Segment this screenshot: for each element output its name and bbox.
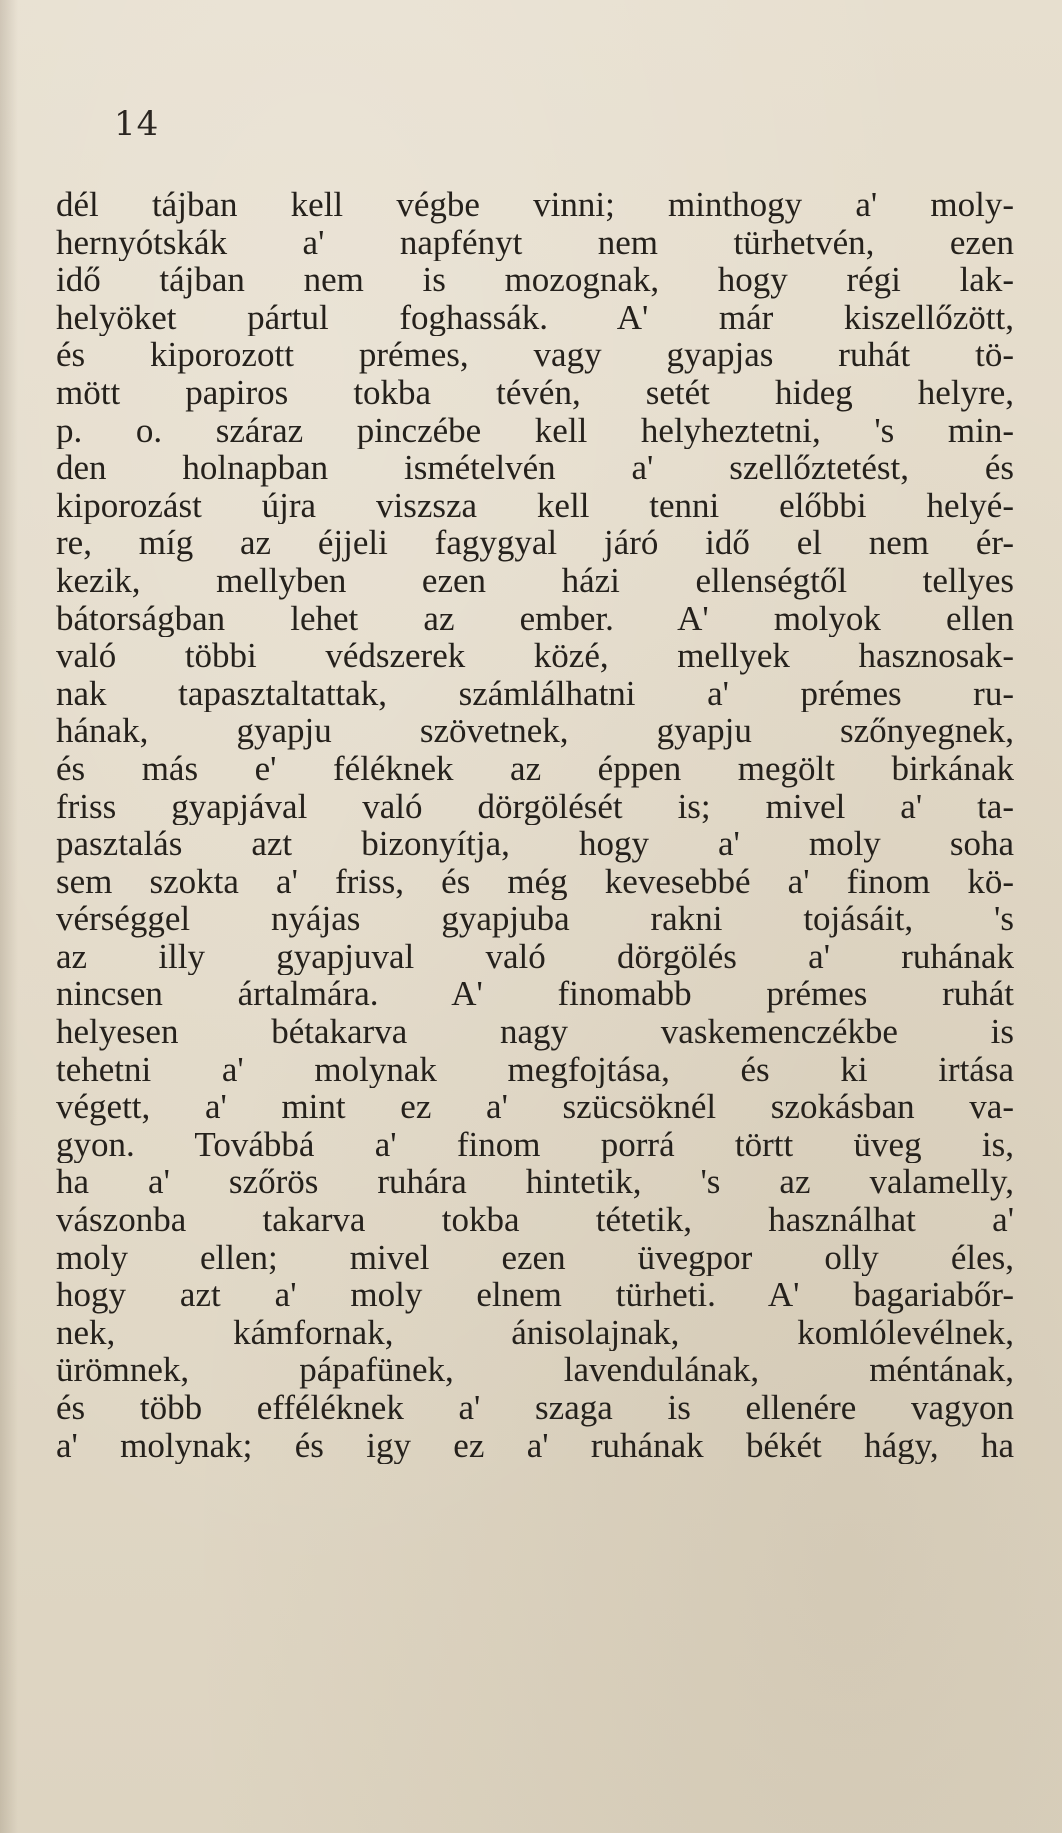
- text-line: kezik, mellyben ezen házi ellenségtől tellyes: [56, 561, 1014, 600]
- text-line: sem szokta a' friss, és még kevesebbé a' finom kö-: [56, 862, 1014, 901]
- text-line: és több efféléknek a' szaga is ellenére vagyon: [56, 1389, 1014, 1427]
- text-line: végett, a' mint ez a' szücsöknél szokásban va-: [56, 1088, 1014, 1126]
- text-line: hának, gyapju szövetnek, gyapju szőnyegnek,: [56, 712, 1014, 750]
- text-line: vérséggel nyájas gyapjuba rakni tojásáit, 's: [56, 900, 1014, 938]
- text-line: p. o. száraz pinczébe kell helyheztetni, 's min-: [56, 411, 1014, 450]
- text-line: hernyótskák a' napfényt nem türhetvén, ezen: [56, 223, 1014, 262]
- text-line: idő tájban nem is mozognak, hogy régi lak-: [56, 261, 1014, 299]
- text-line: ürömnek, pápafünek, lavendulának, méntának,: [56, 1351, 1014, 1389]
- text-line: az illy gyapjuval való dörgölés a' ruhának: [56, 937, 1014, 976]
- text-line: den holnapban ismételvén a' szellőztetést, és: [56, 449, 1014, 487]
- text-line: mött papiros tokba tévén, setét hideg helyre,: [56, 373, 1014, 412]
- page-number: 14: [114, 104, 160, 144]
- text-line: tehetni a' molynak megfojtása, és ki irtása: [56, 1050, 1014, 1089]
- text-line: és más e' féléknek az éppen megölt birkának: [56, 749, 1014, 788]
- text-line: gyon. Továbbá a' finom porrá törtt üveg is,: [56, 1125, 1014, 1164]
- text-line: pasztalás azt bizonyítja, hogy a' moly soha: [56, 825, 1014, 863]
- text-line: helyesen bétakarva nagy vaskemenczékbe is: [56, 1013, 1014, 1051]
- text-line: nak tapasztaltattak, számlálhatni a' prémes ru-: [56, 674, 1014, 713]
- text-line: való többi védszerek közé, mellyek hasznosak-: [56, 637, 1014, 675]
- text-line: bátorságban lehet az ember. A' molyok ellen: [56, 599, 1014, 638]
- text-line: dél tájban kell végbe vinni; minthogy a' moly-: [56, 186, 1014, 224]
- body-text: [56, 186, 1014, 1464]
- text-line: és kiporozott prémes, vagy gyapjas ruhát tö-: [56, 336, 1014, 374]
- text-line: friss gyapjával való dörgölését is; mivel a' ta-: [56, 787, 1014, 826]
- text-line: kiporozást újra viszsza kell tenni előbbi helyé-: [56, 486, 1014, 525]
- text-line: nek, kámfornak, ánisolajnak, komlólevélnek,: [56, 1313, 1014, 1352]
- text-line: helyöket pártul foghassák. A' már kiszellőzött,: [56, 298, 1014, 337]
- text-line: vászonba takarva tokba tétetik, használhat a': [56, 1201, 1014, 1239]
- text-line: re, míg az éjjeli fagygyal járó idő el nem ér-: [56, 524, 1014, 562]
- text-line: a' molynak; és igy ez a' ruhának békét hágy, ha: [56, 1426, 1014, 1465]
- text-line: moly ellen; mivel ezen üvegpor olly éles,: [56, 1238, 1014, 1277]
- text-line: hogy azt a' moly elnem türheti. A' bagariabőr-: [56, 1276, 1014, 1314]
- text-line: ha a' szőrös ruhára hintetik, 's az valamelly,: [56, 1163, 1014, 1202]
- text-line: nincsen ártalmára. A' finomabb prémes ruhát: [56, 975, 1014, 1014]
